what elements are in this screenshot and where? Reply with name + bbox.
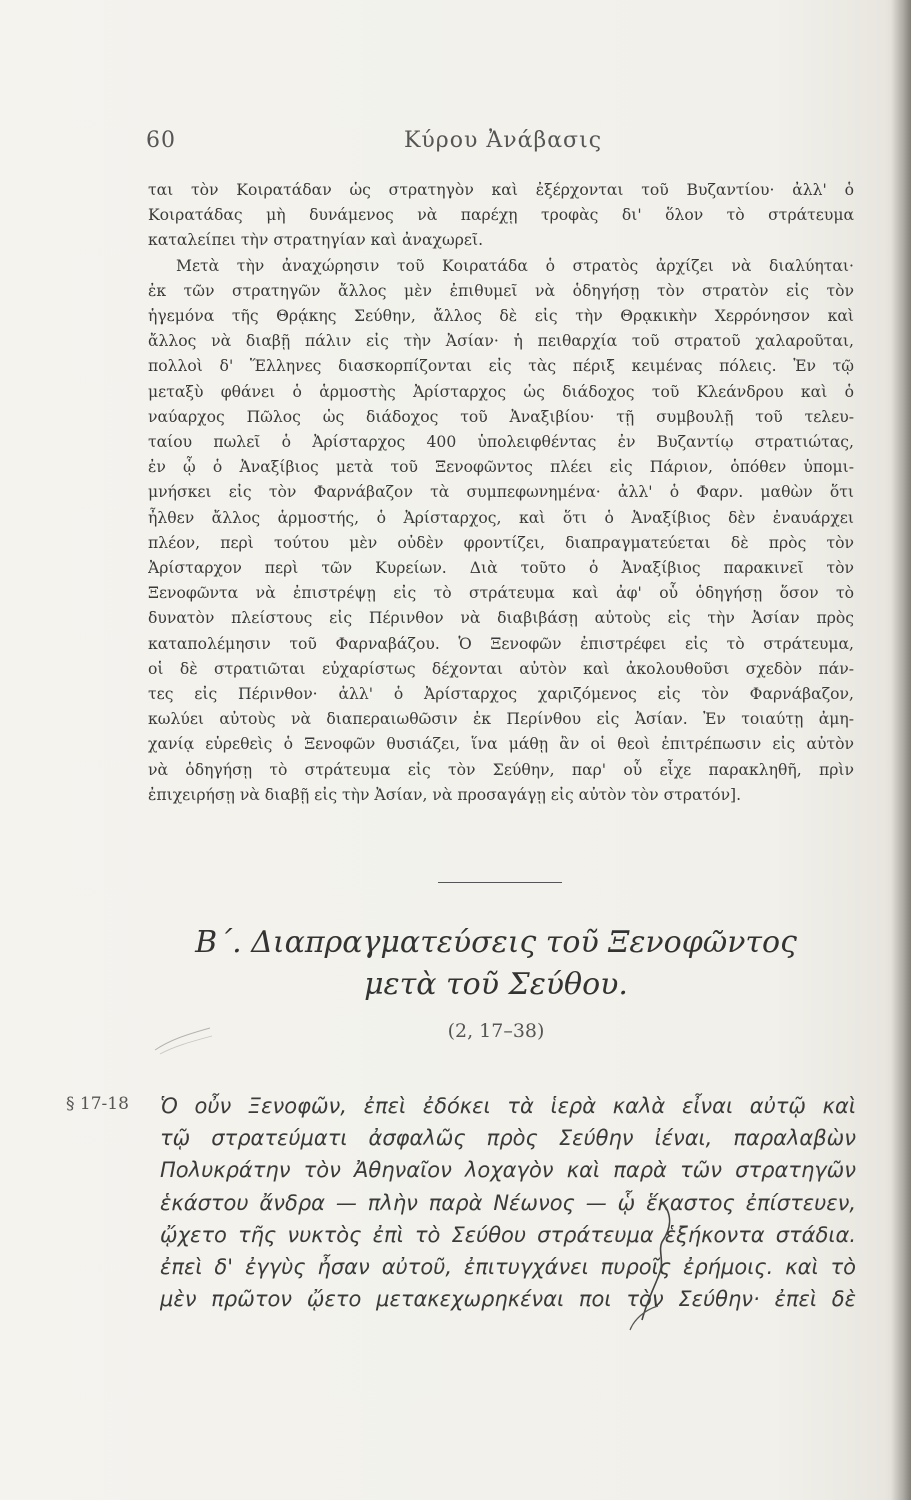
text-line: Πολυκράτην τὸν Ἀθηναῖον λοχαγὸν καὶ παρὰ τῶν στρατηγῶν bbox=[160, 1158, 856, 1183]
page-number: 60 bbox=[146, 128, 176, 153]
note-line: Κοιρατάδας μὴ δυνάμενος νὰ παρέχῃ τροφὰς δι' ὅλον τὸ στράτευμα bbox=[148, 206, 854, 225]
note-line: ται τὸν Κοιρατάδαν ὡς στρατηγὸν καὶ ἐξέρχονται τοῦ Βυζαντίου· ἀλλ' ὁ bbox=[148, 181, 854, 199]
note-line: πλέον, περὶ τούτου μὲν οὐδὲν φροντίζει, διαπραγματεύεται δὲ πρὸς τὸν bbox=[148, 533, 854, 552]
note-line: ναύαρχος Πῶλος ὡς διάδοχος τοῦ Ἀναξιβίου· τῇ συμβουλῇ τοῦ τελευ- bbox=[148, 407, 854, 426]
note-line: κωλύει αὐτοὺς νὰ διαπεραιωθῶσιν ἐκ Περίνθου εἰς Ἀσίαν. Ἐν τοιαύτῃ ἀμη- bbox=[148, 710, 854, 729]
note-line: οἱ δὲ στρατιῶται εὐχαρίστως δέχονται αὐτὸν καὶ ἀκολουθοῦσι σχεδὸν πάν- bbox=[148, 659, 854, 678]
note-line: τες εἰς Πέρινθον· ἀλλ' ὁ Ἀρίσταρχος χαριζόμενος εἰς τὸν Φαρνάβαζον, bbox=[148, 685, 854, 704]
note-line: ἐν ᾧ ὁ Ἀναξίβιος μετὰ τοῦ Ξενοφῶντος πλέει εἰς Πάριον, ὁπόθεν ὑπομι- bbox=[148, 458, 854, 477]
page-spine-shadow bbox=[891, 0, 911, 1500]
note-line: ἐπιχειρήσῃ νὰ διαβῇ εἰς τὴν Ἀσίαν, νὰ προσαγάγῃ εἰς αὐτὸν τὸν στρατόν]. bbox=[148, 785, 742, 804]
note-line: ταίου πωλεῖ ὁ Ἀρίσταρχος 400 ὑπολειφθέντας ἐν Βυζαντίῳ στρατιώτας, bbox=[148, 433, 854, 452]
section-reference: (2, 17–38) bbox=[447, 1020, 545, 1042]
main-greek-text bbox=[160, 1090, 856, 1315]
section-heading bbox=[146, 922, 846, 1006]
note-line: μνήσκει εἰς τὸν Φαρνάβαζον τὰ συμπεφωνημένα· ἀλλ' ὁ Φαρν. μαθὼν ὅτι bbox=[148, 483, 854, 502]
note-line: καταπολέμησιν τοῦ Φαρναβάζου. Ὁ Ξενοφῶν ἐπιστρέφει εἰς τὸ στράτευμα, bbox=[148, 634, 854, 653]
note-line: ἦλθεν ἄλλος ἁρμοστής, ὁ Ἀρίσταρχος, καὶ ὅτι ὁ Ἀναξίβιος δὲν ἐναυάρχει bbox=[148, 508, 854, 527]
note-line: δυνατὸν πλείστους εἰς Πέρινθον νὰ διαβιβάσῃ αὐτοὺς εἰς τὴν Ἀσίαν πρὸς bbox=[148, 609, 854, 628]
text-line: ᾤχετο τῆς νυκτὸς ἐπὶ τὸ Σεύθου στράτευμα ἑξήκοντα στάδια. bbox=[160, 1222, 856, 1247]
note-line: μεταξὺ φθάνει ὁ ἁρμοστὴς Ἀρίσταρχος ὡς διάδοχος τοῦ Κλεάνδρου καὶ ὁ bbox=[148, 382, 854, 401]
text-line: Ὁ οὖν Ξενοφῶν, ἐπεὶ ἐδόκει τὰ ἱερὰ καλὰ εἶναι αὐτῷ καὶ bbox=[160, 1094, 856, 1118]
paragraph-mark: § 17-18 bbox=[66, 1094, 129, 1114]
note-paragraph-1 bbox=[148, 178, 854, 254]
running-title: Κύρου Ἀνάβασις bbox=[404, 128, 603, 153]
text-line: ἑκάστου ἄνδρα — πλὴν παρὰ Νέωνος — ᾧ ἕκαστος ἐπίστευεν, bbox=[160, 1190, 856, 1215]
note-paragraph-2 bbox=[148, 254, 854, 808]
section-heading-line-1: Β΄. Διαπραγματεύσεις τοῦ Ξενοφῶντος bbox=[195, 925, 797, 960]
note-line: χανίᾳ εὑρεθεὶς ὁ Ξενοφῶν θυσιάζει, ἵνα μάθῃ ἂν οἱ θεοὶ ἐπιτρέπωσιν εἰς αὐτὸν bbox=[148, 735, 854, 754]
note-line: καταλείπει τὴν στρατηγίαν καὶ ἀναχωρεῖ. bbox=[148, 231, 484, 250]
section-heading-line-2: μετὰ τοῦ Σεύθου. bbox=[364, 967, 628, 1002]
note-line: πολλοὶ δ' Ἕλληνες διασκορπίζονται εἰς τὰς πέριξ κειμένας πόλεις. Ἐν τῷ bbox=[148, 357, 854, 376]
text-line: ἐπεὶ δ' ἐγγὺς ἦσαν αὐτοῦ, ἐπιτυγχάνει πυροῖς ἐρήμοις. καὶ τὸ bbox=[160, 1255, 856, 1280]
section-divider bbox=[438, 882, 562, 883]
note-line: Μετὰ τὴν ἀναχώρησιν τοῦ Κοιρατάδα ὁ στρατὸς ἀρχίζει νὰ διαλύηται· bbox=[176, 256, 854, 275]
text-line: μὲν πρῶτον ᾤετο μετακεχωρηκέναι ποι τὸν Σεύθην· ἐπεὶ δὲ bbox=[160, 1287, 856, 1312]
summary-note bbox=[148, 178, 854, 808]
note-line: Ἀρίσταρχον περὶ τῶν Κυρείων. Διὰ τοῦτο ὁ Ἀναξίβιος παρακινεῖ τὸν bbox=[148, 559, 854, 578]
page-header bbox=[146, 128, 746, 158]
note-line: ἄλλος νὰ διαβῇ πάλιν εἰς τὴν Ἀσίαν· ἡ πειθαρχία τοῦ στρατοῦ χαλαροῦται, bbox=[148, 332, 854, 351]
note-line: Ξενοφῶντα νὰ ἐπιστρέψῃ εἰς τὸ στράτευμα καὶ ἀφ' οὗ ὁδηγήσῃ ὅσον τὸ bbox=[148, 584, 854, 603]
note-line: ἐκ τῶν στρατηγῶν ἄλλος μὲν ἐπιθυμεῖ νὰ ὁδηγήσῃ τὸν στρατὸν εἰς τὸν bbox=[148, 281, 854, 300]
note-line: νὰ ὁδηγήσῃ τὸ στράτευμα εἰς τὸν Σεύθην, παρ' οὗ εἶχε παρακληθῆ, πρὶν bbox=[148, 760, 854, 779]
note-line: ἡγεμόνα τῆς Θρᾴκης Σεύθην, ἄλλος δὲ εἰς τὴν Θρᾳκικὴν Χερρόνησον καὶ bbox=[148, 307, 854, 326]
text-line: τῷ στρατεύματι ἀσφαλῶς πρὸς Σεύθην ἰέναι, παραλαβὼν bbox=[160, 1126, 856, 1151]
